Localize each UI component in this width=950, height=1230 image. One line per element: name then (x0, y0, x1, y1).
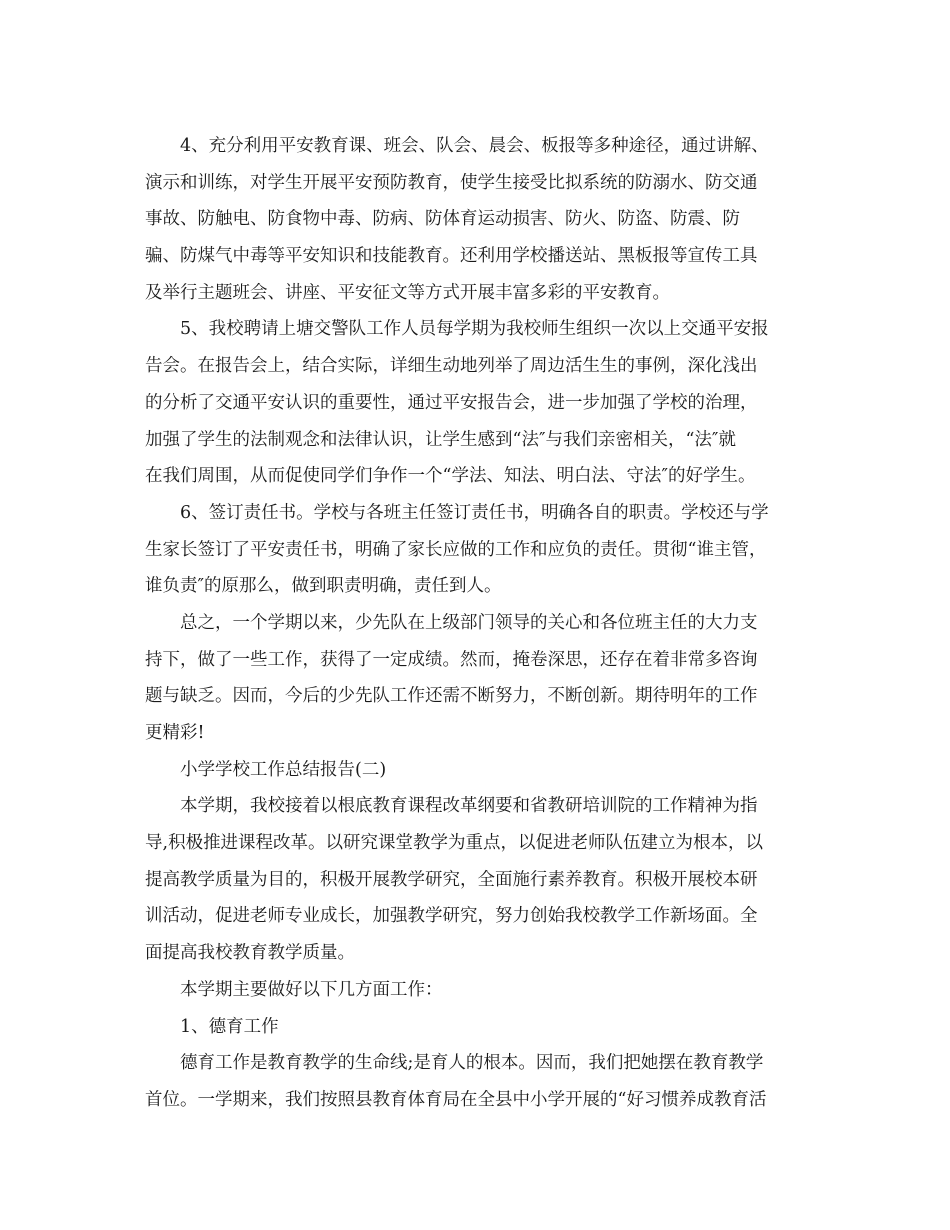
text-line: 总之，一个学期以来，少先队在上级部门领导的关心和各位班主任的大力支 (180, 612, 758, 633)
text-line: 及举行主题班会、讲座、平安征文等方式开展丰富多彩的平安教育。 (145, 282, 670, 303)
text-line: 训活动，促进老师专业成长，加强教学研究，努力创始我校教学工作新场面。全 (145, 906, 758, 927)
text-line: 演示和训练，对学生开展平安预防教育，使学生接受比拟系统的防溺水、防交通 (145, 172, 758, 193)
text-line: 首位。一学期来，我们按照县教育体育局在全县中小学开展的“好习惯养成教育活 (145, 1089, 767, 1110)
document-body (145, 128, 810, 1119)
text-line: 告会。在报告会上，结合实际，详细生动地列举了周边活生生的事例，深化浅出 (145, 356, 758, 377)
text-line: 生家长签订了平安责任书，明确了家长应做的工作和应负的责任。贯彻“谁主管， (145, 539, 767, 560)
text-line: 题与缺乏。因而，今后的少先队工作还需不断努力，不断创新。期待明年的工作 (145, 686, 758, 707)
text-line: 谁负责″的原那么，做到职责明确，责任到人。 (145, 576, 502, 597)
text-line: 1、德育工作 (180, 1016, 279, 1037)
text-line: 导,积极推进课程改革。以研究课堂教学为重点，以促进老师队伍建立为根本，以 (145, 833, 764, 854)
text-line: 4、充分利用平安教育课、班会、队会、晨会、板报等多种途径，通过讲解、 (180, 136, 769, 156)
text-line: 6、签订责任书。学校与各班主任签订责任书，明确各自的职责。学校还与学 (180, 502, 769, 523)
text-line: 本学期主要做好以下几方面工作： (180, 979, 443, 1000)
text-line: 在我们周围，从而促使同学们争作一个“学法、知法、明白法、守法″的好学生。 (145, 466, 756, 487)
text-line: 的分析了交通平安认识的重要性，通过平安报告会，进一步加强了学校的治理， (145, 392, 758, 413)
text-line: 事故、防触电、防食物中毒、防病、防体育运动损害、防火、防盗、防震、防 (145, 209, 740, 230)
text-line: 5、我校聘请上塘交警队工作人员每学期为我校师生组织一次以上交通平安报 (180, 319, 769, 340)
text-line: 持下，做了一些工作，获得了一定成绩。然而，掩卷深思，还存在着非常多咨询 (145, 649, 758, 670)
text-line: 提高教学质量为目的，积极开展教学研究，全面施行素养教育。积极开展校本研 (145, 869, 758, 890)
text-line: 骗、防煤气中毒等平安知识和技能教育。还利用学校播送站、黑板报等宣传工具 (145, 246, 758, 267)
text-line: 本学期，我校接着以根底教育课程改革纲要和省教研培训院的工作精神为指 (180, 796, 758, 817)
text-line: 德育工作是教育教学的生命线;是育人的根本。因而，我们把她摆在教育教学 (180, 1053, 764, 1074)
text-line: 面提高我校教育教学质量。 (145, 943, 355, 964)
text-line: 更精彩! (145, 723, 205, 743)
text-line: 加强了学生的法制观念和法律认识，让学生感到“法″与我们亲密相关，“法″就 (145, 429, 736, 450)
text-line: 小学学校工作总结报告(二) (180, 759, 387, 780)
